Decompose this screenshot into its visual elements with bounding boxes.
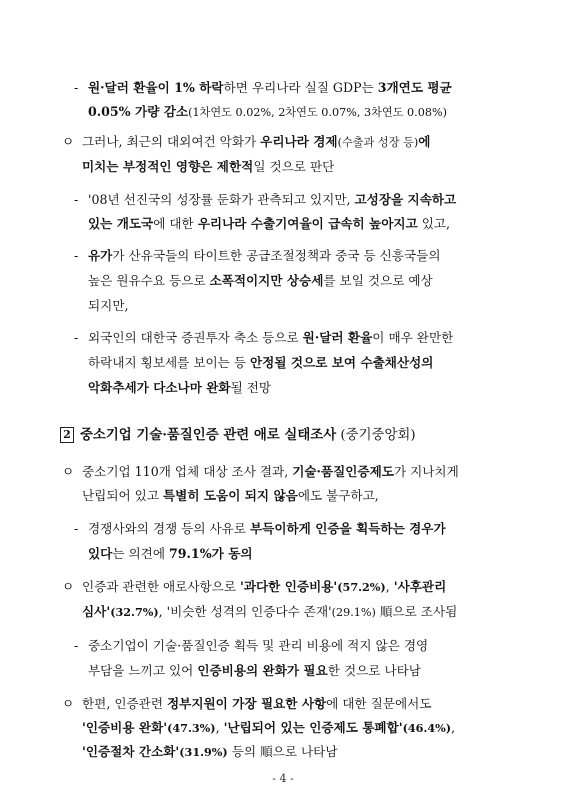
- p6-line2: [82, 486, 379, 506]
- p5-line2: [88, 353, 433, 373]
- p1-line2: [88, 102, 447, 123]
- text-run: 중소기업이 기술·품질인증 획득 및 관리 비용에 적지 않은 경영: [88, 638, 429, 653]
- text-run: 등의 順으로 나타남: [227, 744, 338, 759]
- bold-text-run: 원·달러 환율이 1% 하락: [88, 80, 224, 95]
- bold-text-run: 인증비용의 완화가 필요: [197, 663, 328, 678]
- p2-line1: [82, 132, 430, 153]
- p8-line2: [82, 602, 457, 623]
- bold-text-run: 있다: [88, 546, 113, 561]
- text-run: 에 대한 질문에서도: [326, 696, 432, 711]
- dash-bullet: -: [74, 192, 79, 207]
- bold-text-run: (31.9%): [179, 745, 228, 759]
- text-run: 인증과 관련한 애로사항으로: [82, 579, 240, 594]
- text-run: 하면 우리나라 실질 GDP는: [223, 80, 378, 95]
- text-run: 그러나, 최근의 대외여건 악화가: [82, 134, 261, 149]
- bold-text-run: 미치는 부정적인 영향은 제한적: [82, 159, 254, 174]
- bold-text-run: '과다한 인증비용': [240, 579, 338, 594]
- p3-line1: [88, 190, 456, 210]
- text-run: 한편, 인증관련: [82, 696, 168, 711]
- section-title: 중소기업 기술·품질인증 관련 애로 실태조사: [80, 427, 337, 443]
- bold-text-run: '인증절차 간소화': [82, 744, 180, 759]
- text-run: 있고,: [417, 216, 451, 231]
- text-run: (1차연도 0.02%, 2차연도 0.07%, 3차연도 0.08%): [188, 106, 447, 119]
- bold-text-run: 유가: [88, 248, 113, 263]
- bold-text-run: (47.3%): [167, 721, 216, 735]
- bold-text-run: 안정될 것으로 보여 수출채산성의: [250, 355, 434, 370]
- text-run: 하락내지 횡보세를 보이는 등: [88, 355, 250, 370]
- dash-bullet: -: [74, 330, 79, 345]
- bold-text-run: (57.2%): [337, 580, 386, 594]
- bold-text-run: 부득이하게 인증을 획득하는 경우가: [250, 521, 446, 536]
- text-run: 에도 불구하고,: [297, 488, 379, 503]
- p1-line1: [88, 78, 452, 98]
- bold-text-run: '사후관리: [393, 579, 447, 594]
- text-run: ,: [385, 579, 394, 594]
- text-run: ,: [451, 720, 456, 735]
- text-run: 한 것으로 나타남: [327, 663, 421, 678]
- bold-text-run: '인증비용 완화': [82, 720, 168, 735]
- text-run: ,: [215, 720, 224, 735]
- bold-text-run: 원·달러 환율: [302, 330, 373, 345]
- dash-bullet: -: [74, 638, 79, 653]
- p8-line1: [82, 577, 446, 597]
- text-run: 외국인의 대한국 증권투자 축소 등으로: [88, 330, 303, 345]
- p5-line3: [88, 378, 271, 398]
- text-run: 가 지나치게: [393, 464, 459, 479]
- text-run: 를 보일 것으로 예상: [323, 273, 433, 288]
- text-run: 에 대한: [153, 216, 198, 231]
- text-run: 되지만,: [88, 298, 129, 313]
- bold-text-run: (46.4%): [402, 721, 452, 735]
- p10-line2: [82, 718, 455, 738]
- section-number-box: 2: [60, 427, 74, 443]
- bold-text-run: 악화추세가 다소나마 완화: [88, 380, 231, 395]
- bold-text-run: 고성장을 지속하고: [354, 192, 457, 207]
- bold-text-run: 소폭적이지만 상승세: [209, 273, 324, 288]
- p9-line2: [88, 661, 421, 681]
- p6-line1: [82, 462, 459, 482]
- bold-text-run: '난립되어 있는 인증제도 통폐합': [223, 720, 403, 735]
- circle-bullet: ㅇ: [62, 579, 75, 594]
- bold-text-run: 정부지원이 가장 필요한 사항: [167, 696, 327, 711]
- text-run: 順으로 조사됨: [375, 604, 458, 619]
- p4-line1: [88, 246, 441, 266]
- bold-text-run: 기술·품질인증제도: [292, 464, 394, 479]
- page-number: - 4 -: [272, 772, 294, 785]
- p4-line3: [88, 296, 129, 316]
- text-run: (29.1%): [331, 606, 376, 619]
- circle-bullet: ㅇ: [62, 696, 75, 711]
- bold-text-run: 79.1%가 동의: [169, 546, 253, 561]
- section-source: (중기중앙회): [336, 428, 416, 443]
- bold-text-run: 있는 개도국: [88, 216, 154, 231]
- section-heading: [60, 424, 416, 447]
- text-run: 중소기업 110개 업체 대상 조사 결과,: [82, 464, 293, 479]
- p4-line2: [88, 271, 433, 291]
- bold-text-run: 우리나라 경제: [260, 134, 338, 149]
- p7-line1: [88, 519, 446, 539]
- circle-bullet: ㅇ: [62, 134, 75, 149]
- p10-line3: [82, 742, 338, 762]
- bold-text-run: 특별히 도움이 되지 않음: [163, 488, 298, 503]
- circle-bullet: ㅇ: [62, 464, 75, 479]
- dash-bullet: -: [74, 248, 79, 263]
- p9-line1: [88, 636, 428, 656]
- bold-text-run: 3개연도 평균: [377, 80, 452, 95]
- text-run: 될 전망: [230, 380, 272, 395]
- text-run: 일 것으로 판단: [253, 159, 335, 174]
- text-run: 난립되어 있고: [82, 488, 163, 503]
- p3-line2: [88, 214, 450, 234]
- p5-line1: [88, 328, 453, 348]
- text-run: 부담을 느끼고 있어: [88, 663, 198, 678]
- dash-bullet: -: [74, 521, 79, 536]
- bold-text-run: 우리나라 수출기여율이 급속히 높아지고: [197, 216, 418, 231]
- p10-line1: [82, 694, 432, 714]
- text-run: (수출과 성장 등): [337, 136, 419, 149]
- dash-bullet: -: [74, 80, 79, 95]
- p7-line2: [88, 544, 253, 564]
- text-run: 경쟁사와의 경쟁 등의 사유로: [88, 521, 250, 536]
- p2-line2: [82, 157, 334, 177]
- text-run: '08년 선진국의 성장률 둔화가 관측되고 있지만,: [88, 192, 355, 207]
- text-run: 가 산유국들의 타이트한 공급조절정책과 중국 등 신흥국들의: [112, 248, 441, 263]
- bold-text-run: 0.05% 가량 감소: [88, 104, 189, 119]
- bold-text-run: 에: [418, 134, 431, 149]
- text-run: 이 매우 완만한: [372, 330, 454, 345]
- text-run: 는 의견에: [112, 546, 170, 561]
- bold-text-run: (32.7%): [110, 605, 159, 619]
- text-run: 높은 원유수요 등으로: [88, 273, 210, 288]
- text-run: , '비슷한 성격의 인증다수 존재': [158, 604, 332, 619]
- bold-text-run: 심사': [82, 604, 111, 619]
